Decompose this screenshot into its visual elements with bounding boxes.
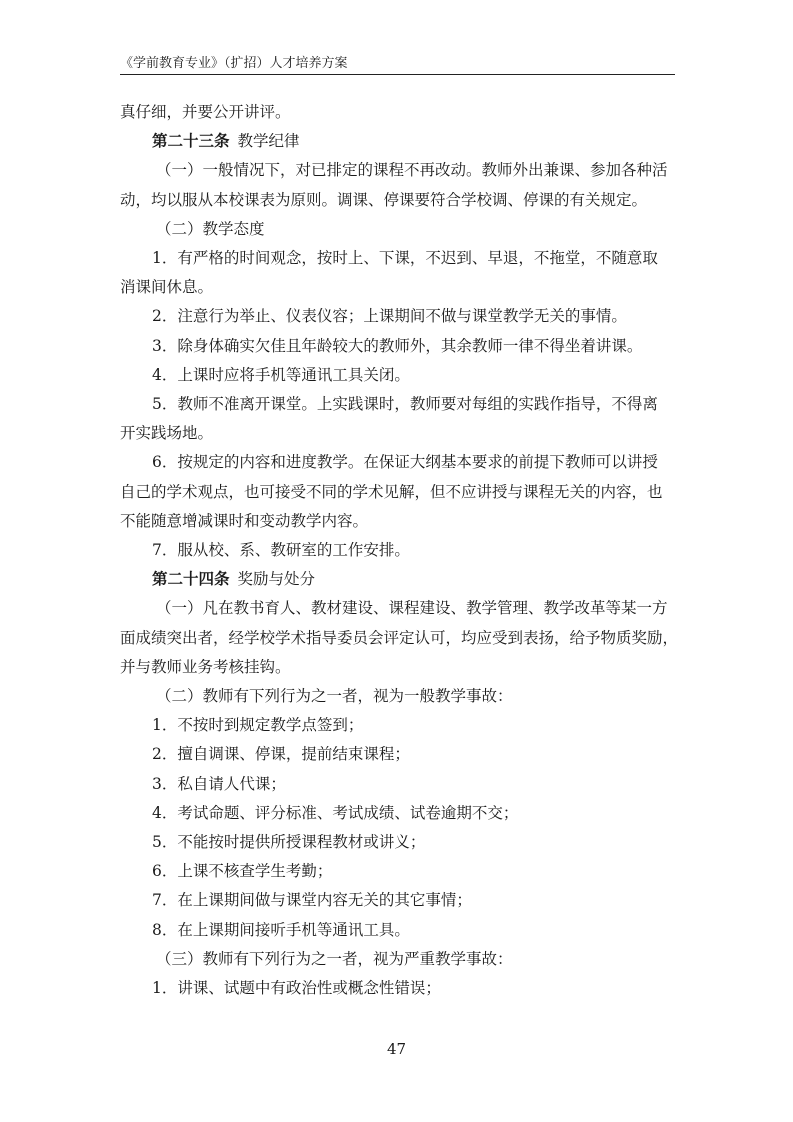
- text-line: 7．在上课期间做与课堂内容无关的其它事情；: [152, 891, 472, 910]
- page-header: [120, 50, 675, 75]
- text-line: 真仔细，并要公开讲评。: [120, 103, 291, 121]
- text-line: 6．按规定的内容和进度教学。在保证大纲基本要求的前提下教师可以讲授: [152, 453, 658, 472]
- text-line: 3．除身体确实欠佳且年龄较大的教师外，其余教师一律不得坐着讲课。: [152, 336, 643, 355]
- text-line: （三）教师有下列行为之一者，视为严重教学事故：: [156, 949, 513, 968]
- document-body: [120, 98, 680, 1003]
- text-line: 8．在上课期间接听手机等通讯工具。: [152, 920, 410, 939]
- text-line: 1．有严格的时间观念，按时上、下课，不迟到、早退，不拖堂，不随意取: [152, 249, 658, 268]
- article-number: 第二十四条: [152, 570, 230, 589]
- article-number: 第二十三条: [152, 132, 230, 151]
- text-line: 7．服从校、系、教研室的工作安排。: [152, 541, 410, 560]
- text-line: 6．上课不核查学生考勤；: [152, 862, 333, 881]
- text-line: （一）一般情况下，对已排定的课程不再改动。教师外出兼课、参加各种活: [156, 161, 668, 180]
- text-line: 5．不能按时提供所授课程教材或讲义；: [152, 833, 426, 852]
- text-line: 动，均以服从本校课表为原则。调课、停课要符合学校调、停课的有关规定。: [120, 190, 648, 209]
- text-line: 4．考试命题、评分标准、考试成绩、试卷逾期不交；: [152, 803, 519, 822]
- text-line: 4．上课时应将手机等通讯工具关闭。: [152, 365, 410, 384]
- page-number: 47: [386, 1040, 407, 1058]
- article-title: 教学纪律: [237, 132, 300, 151]
- article-heading: [120, 565, 680, 594]
- text-line: 开实践场地。: [120, 424, 214, 443]
- article-heading: [120, 127, 680, 156]
- header-title: 《学前教育专业》（扩招）人才培养方案: [120, 56, 348, 71]
- text-line: 2．注意行为举止、仪表仪容；上课期间不做与课堂教学无关的事情。: [152, 307, 627, 326]
- text-line: （二）教师有下列行为之一者，视为一般教学事故：: [156, 687, 513, 706]
- text-line: 消课间休息。: [120, 278, 214, 297]
- text-line: 3．私自请人代课；: [152, 774, 286, 793]
- text-line: 不能随意增减课时和变动教学内容。: [120, 511, 369, 530]
- text-line: 并与教师业务考核挂钩。: [120, 657, 291, 676]
- article-title: 奖励与处分: [237, 570, 316, 589]
- text-line: 自己的学术观点，也可接受不同的学术见解，但不应讲授与课程无关的内容，也: [120, 482, 663, 501]
- text-line: 面成绩突出者，经学校学术指导委员会评定认可，均应受到表扬，给予物质奖励，: [120, 628, 679, 647]
- text-line: 1．不按时到规定教学点签到；: [152, 716, 364, 735]
- text-line: （二）教学态度: [156, 219, 265, 238]
- text-line: 5．教师不准离开课堂。上实践课时，教师要对每组的实践作指导，不得离: [152, 395, 658, 414]
- text-line: 2．擅自调课、停课，提前结束课程；: [152, 745, 410, 764]
- text-line: 1．讲课、试题中有政治性或概念性错误；: [152, 979, 441, 998]
- text-line: （一）凡在教书育人、教材建设、课程建设、教学管理、教学改革等某一方: [156, 599, 668, 618]
